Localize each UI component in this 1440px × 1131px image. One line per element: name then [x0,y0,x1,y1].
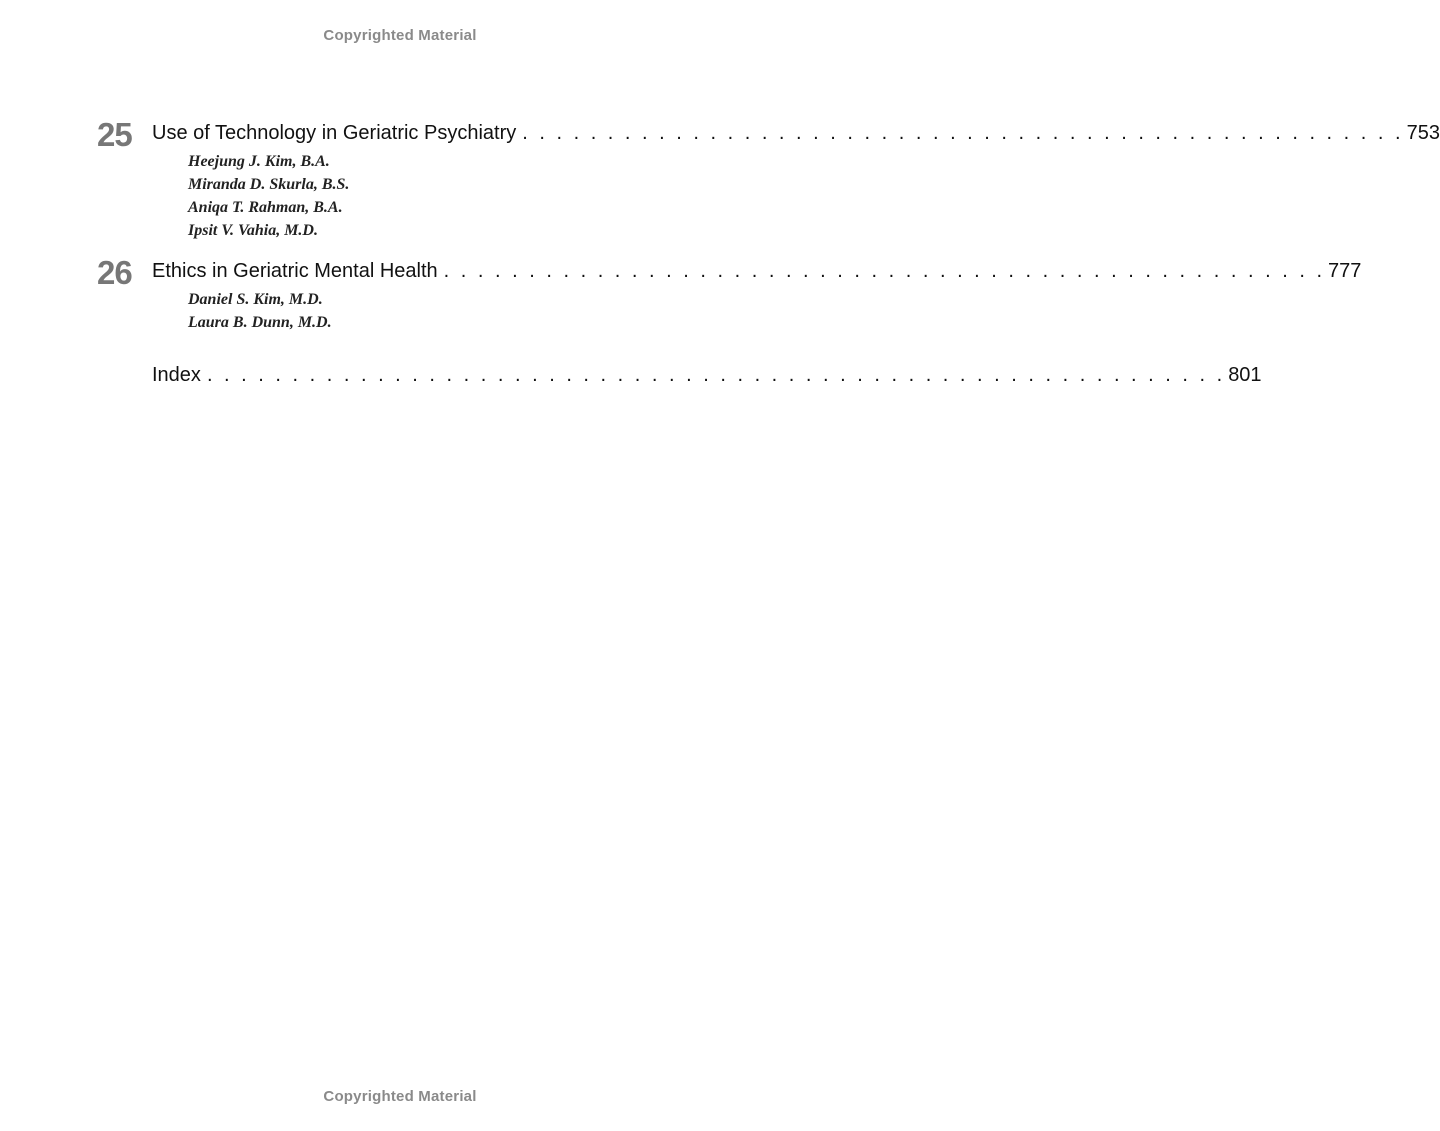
toc-line [152,118,1440,148]
dot-leader: . . . . . . . . . . . . . . . . . . . . . . . . . . . . . . . . . . . . . . . . . . . . . . . . . . . . [443,260,1326,282]
toc-line [152,360,1262,390]
toc-entry-chapter-25[interactable] [97,116,1440,242]
author-name: Laura B. Dunn, M.D. [188,314,332,331]
chapter-number: 25 [97,116,132,153]
copyright-watermark-bottom: Copyrighted Material [323,1088,477,1105]
author-name: Daniel S. Kim, M.D. [188,291,323,308]
author-list [188,288,669,334]
chapter-title: Ethics in Geriatric Mental Health [152,260,438,282]
toc-entry-index[interactable] [97,360,1262,390]
dot-leader: . . . . . . . . . . . . . . . . . . . . . . . . . . . . . . . . . . . . . . . . . . . . . . . . . . . . . . . . . . . . [206,364,1226,386]
index-title: Index [152,364,201,386]
author-name: Heejung J. Kim, B.A. [188,153,330,170]
toc-line [152,256,1362,286]
chapter-title: Use of Technology in Geriatric Psychiatry [152,122,517,144]
author-name: Miranda D. Skurla, B.S. [188,176,350,193]
dot-leader: . . . . . . . . . . . . . . . . . . . . . . . . . . . . . . . . . . . . . . . . . . . . . . . . . . . . [522,122,1404,144]
author-name: Ipsit V. Vahia, M.D. [188,222,318,239]
author-list [188,150,669,242]
page-number: 801 [1228,364,1262,386]
page-number: 777 [1328,260,1362,282]
page-number: 753 [1406,122,1440,144]
copyright-watermark-top: Copyrighted Material [323,27,477,44]
author-name: Aniqa T. Rahman, B.A. [188,199,343,216]
table-of-contents [97,116,1440,390]
toc-entry-chapter-26[interactable] [97,254,1362,334]
chapter-number: 26 [97,254,132,291]
